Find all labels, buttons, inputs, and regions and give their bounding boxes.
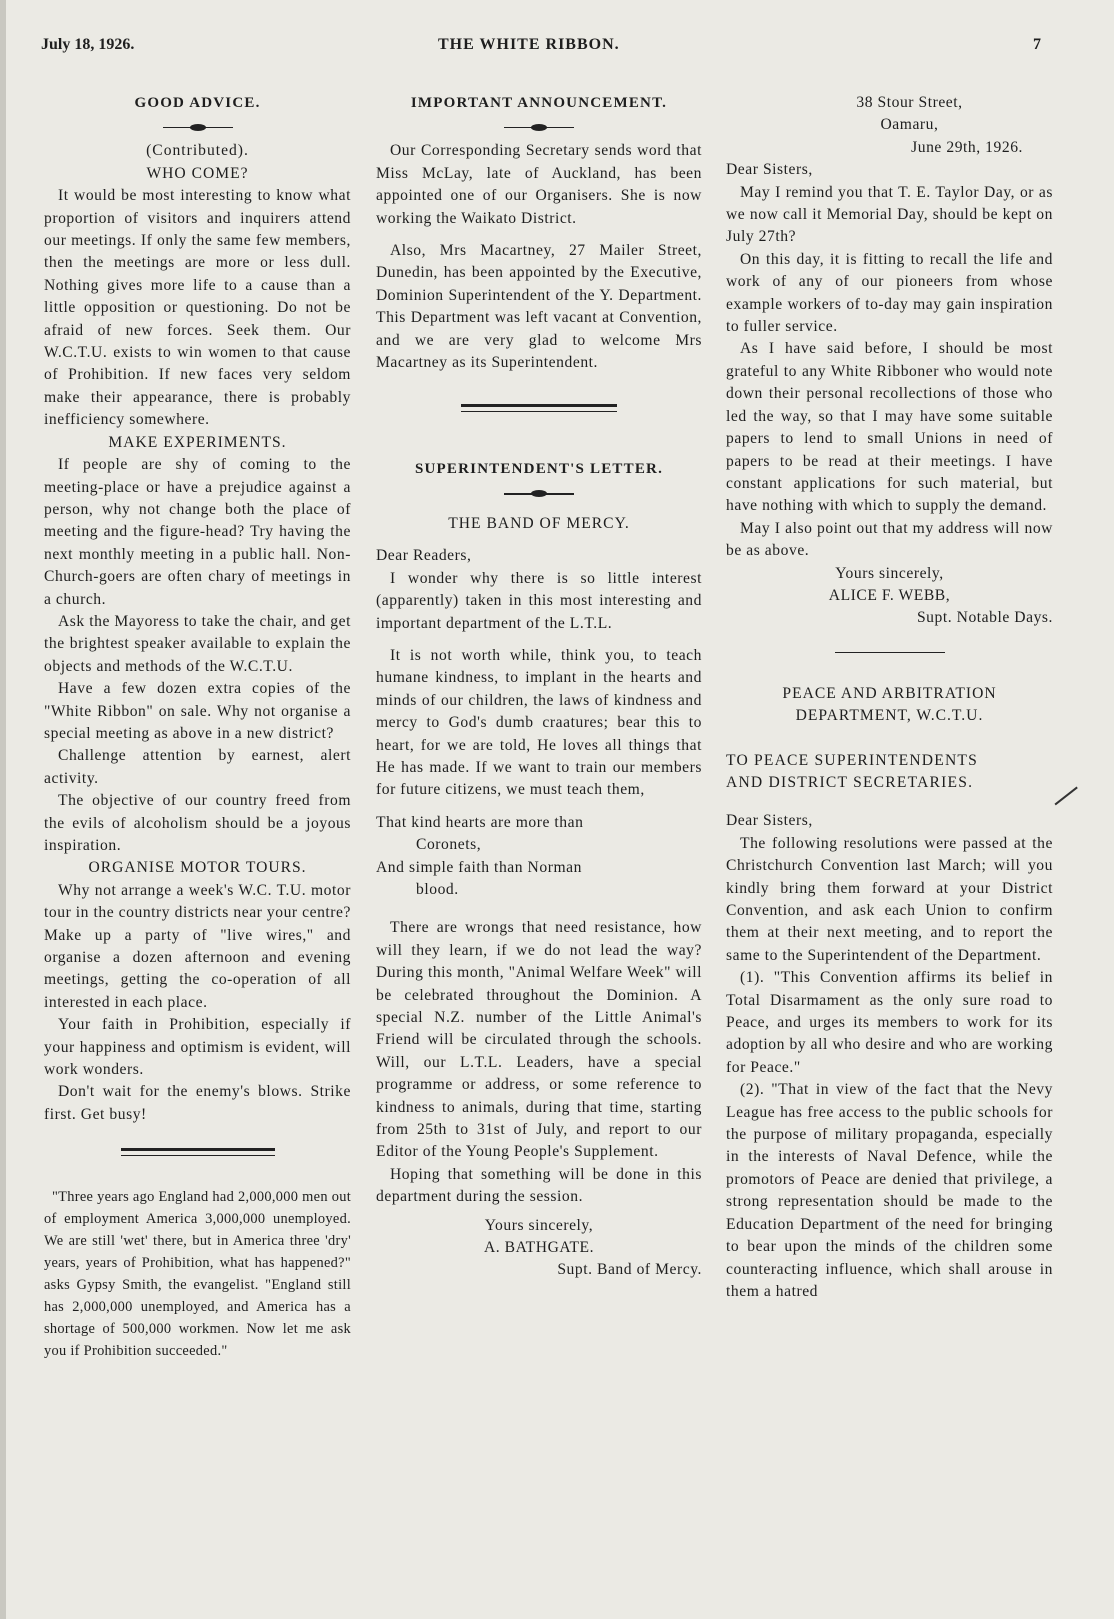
paragraph: Your faith in Prohibition, especially if your happiness and optimism is evident, will work wonders. [44,1016,351,1079]
closing: Yours sincerely, [835,564,944,582]
addressee-line: TO PEACE SUPERINTENDENTS [726,751,979,769]
paragraph: (2). "That in view of the fact that the Nevy League has free access to the public schools for the purpose of military propaganda, especially in the interests of Naval Defence, while the promotors of Peace are denied that privilege, a strong representation should be made to the Education Department of the need for bringing to bear upon the minds of the children some counteracting influence, which shall arouse in them a hatred [726,1081,1053,1300]
gypsy-smith-quote [44,1186,351,1362]
verse-line: And simple faith than Norman [376,858,582,876]
ornament-divider [376,120,702,134]
paragraph: Challenge attention by earnest, alert activity. [44,747,351,787]
salutation: Dear Sisters, [726,812,813,830]
paragraph: Our Corresponding Secretary sends word that Miss McLay, late of Auckland, has been appointed one of our Organisers. She is now working the Waikato District. [376,142,702,227]
salutation: Dear Sisters, [726,161,813,179]
paragraph: I wonder why there is so little interest (apparently) taken in this most interesting and important department of the L.T.L. [376,569,702,632]
ornament-divider [44,120,351,134]
important-announcement-heading: IMPORTANT ANNOUNCEMENT. [410,95,668,111]
good-advice-heading: GOOD ADVICE. [134,95,261,111]
subheading-who-come: WHO COME? [146,164,249,182]
peace-arbitration-heading: PEACE AND ARBITRATION [782,684,997,702]
signer-title: Supt. Band of Mercy. [557,1261,702,1279]
paragraph: (1). "This Convention affirms its belief in Total Disarmament as the only sure road to Peace, and urges its members to work for its adoption by all who desire and who are working for Peace." [726,969,1053,1076]
header-date: July 18, 1926. [41,36,135,53]
double-rule-divider [121,1148,275,1156]
paragraph: Don't wait for the enemy's blows. Strike first. Get busy! [44,1083,351,1123]
column-3 [726,92,1053,1303]
subheading-motor-tours: ORGANISE MOTOR TOURS. [88,859,307,877]
column-1 [44,92,351,1362]
peace-arbitration-heading-line2: DEPARTMENT, W.C.T.U. [795,707,984,725]
addressee-line: AND DISTRICT SECRETARIES. [726,773,974,791]
verse-line: blood. [416,880,459,898]
ornament-divider [376,487,702,501]
paragraph: The following resolutions were passed at the Christchurch Convention last March; will you kindly bring them forward at your District Convention, and ask each Union to confirm them at their next meeting, and to report the same to the Superintendent of the Department. [726,834,1053,964]
margin-pencil-mark [1055,787,1078,805]
header-page-number: 7 [1033,36,1041,53]
verse-line: That kind hearts are more than [376,813,584,831]
header-title: THE WHITE RIBBON. [438,36,620,53]
salutation: Dear Readers, [376,547,472,565]
verse-line: Coronets, [416,836,482,854]
double-rule-divider [461,404,617,412]
band-of-mercy-subheading: THE BAND OF MERCY. [448,514,630,532]
page-binding-edge [0,0,6,1619]
signer-name: A. BATHGATE. [483,1239,595,1257]
closing: Yours sincerely, [484,1216,594,1234]
contributed-label: (Contributed). [146,142,249,160]
paragraph: As I have said before, I should be most grateful to any White Ribboner who would note down their personal recollections of those who led the way, so that I may have some suitable papers to lend to small Unions in need of papers to be read at their meetings. I have constant applications for such material, but have nothing with which to supply the demand. [726,340,1053,515]
paragraph: If people are shy of coming to the meeting-place or have a prejudice against a person, why not change both the place of meeting and the figure-head? Try having the next monthly meeting in a public hall. Non-Church-goers are often chary of meetings in a church. [44,456,351,608]
superintendents-letter-heading: SUPERINTENDENT'S LETTER. [414,461,664,478]
signer-title: Supt. Notable Days. [916,609,1053,627]
paragraph: Ask the Mayoress to take the chair, and get the brightest speaker available to explain the objects and methods of the W.C.T.U. [44,612,351,675]
letter-date: June 29th, 1926. [911,138,1023,156]
paragraph: May I remind you that T. E. Taylor Day, or as we now call it Memorial Day, should be kept on July 27th? [726,183,1053,246]
paragraph: Have a few dozen extra copies of the "White Ribbon" on sale. Why not organise a special meeting as above in a new district? [44,680,351,742]
paragraph: Hoping that something will be done in this department during the session. [376,1165,702,1206]
signer-name: ALICE F. WEBB, [828,586,951,604]
paragraph: It would be most interesting to know what proportion of visitors and inquirers attend our meetings. If only the same few members, then the meetings are more or less dull. Nothing gives more life to a cause than a little opposition or questioning. Do not be afraid of new forces. Seek them. Our W.C.T.U. exists to win women to that cause of Prohibition. If new faces very seldom make their appearance, there is probably inefficiency somewhere. [44,187,351,429]
paragraph: Also, Mrs Macartney, 27 Mailer Street, Dunedin, has been appointed by the Executive, Dominion Superintendent of the Y. Department. This Department was left vacant at Convention, and we are very glad to welcome Mrs Macartney as its Superintendent. [376,242,702,372]
paragraph: Why not arrange a week's W.C. T.U. motor tour in the country districts near your centre? Make up a party of "live wires," and organise a dozen afternoon and evening meetings, getting the co-operation of all interested in each place. [44,881,351,1011]
paragraph: On this day, it is fitting to recall the life and work of any of our pioneers from whose example workers of to-day may gain inspiration to fuller service. [726,250,1053,336]
column-2 [376,92,702,1282]
paragraph: May I also point out that my address will now be as above. [726,519,1053,560]
paragraph: There are wrongs that need resistance, how will they learn, if we do not lead the way? During this month, "Animal Welfare Week" will be celebrated throughout the Dominion. A special N.Z. number of the Little Animal's Friend will be circulated through the schools. Will, our L.T.L. Leaders, have a special programme or address, or some reference to kindness to animals, during that time, starting from 25th to 31st of July, and report to our Editor of the Young People's Supplement. [376,919,702,1161]
paragraph: The objective of our country freed from the evils of alcoholism should be a joyous inspiration. [44,792,351,854]
address-line: Oamaru, [880,116,939,134]
quote-text: "Three years ago England had 2,000,000 men out of employment America 3,000,000 unemployed. We are still 'wet' there, but in America three 'dry' years, years of Prohibition, what has happened?" asks Gypsy Smith, the evangelist. "England still has 2,000,000 unemployed, and America has a shortage of 500,000 workmen. Now let me ask you if Prohibition succeeded." [44,1189,352,1360]
address-line: 38 Stour Street, [856,94,963,111]
subheading-make-experiments: MAKE EXPERIMENTS. [108,433,287,451]
paragraph: It is not worth while, think you, to teach humane kindness, to implant in the hearts and minds of our children, the laws of kindness and mercy to God's dumb craatures; bear this to heart, for we are told, He loves all things that He has made. If we want to train our members for future citizens, we must teach them, [376,646,702,799]
